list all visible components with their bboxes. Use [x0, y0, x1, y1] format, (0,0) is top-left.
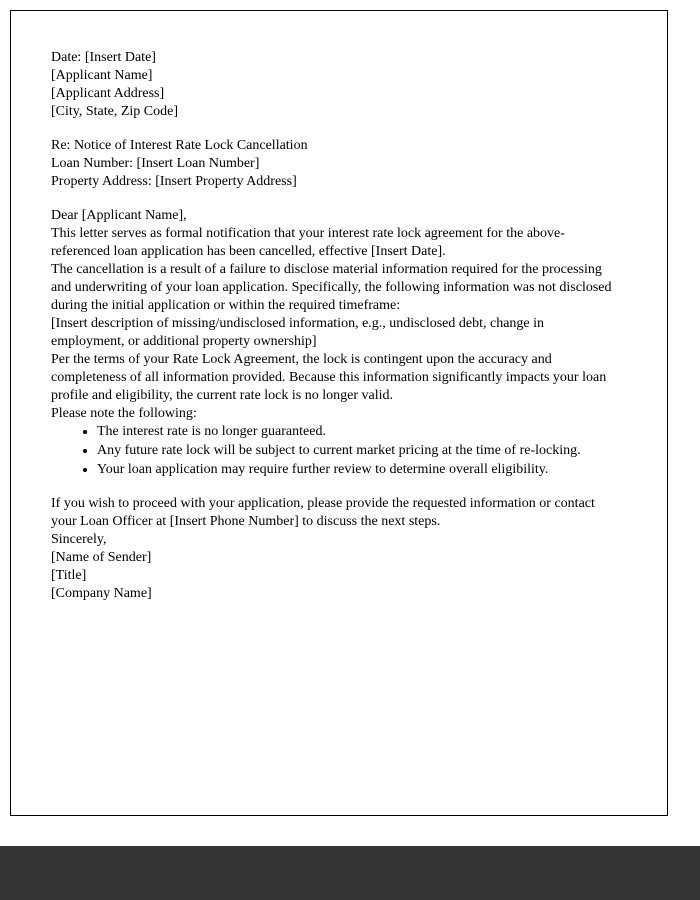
- paragraph-missing-info-placeholder: [Insert description of missing/undisclosed information, e.g., undisclosed debt, change in employment, or additional property ownership]: [51, 316, 545, 349]
- property-address-line: Property Address: [Insert Property Address]: [51, 174, 297, 189]
- paragraph-note-intro: Please note the following:: [51, 406, 197, 421]
- notice-bullet-list: [51, 423, 617, 479]
- recipient-address: [Applicant Address]: [51, 86, 165, 101]
- bullet-further-review: • Your loan application may require further review to determine overall eligibility.: [97, 461, 617, 479]
- signature-company: [Company Name]: [51, 586, 152, 601]
- signature-name: [Name of Sender]: [51, 550, 152, 565]
- loan-info-block: [51, 155, 617, 191]
- bullet-rate-not-guaranteed: • The interest rate is no longer guaranteed.: [97, 423, 617, 441]
- subject-line: Re: Notice of Interest Rate Lock Cancellation: [51, 138, 308, 153]
- salutation: Dear [Applicant Name],: [51, 208, 187, 223]
- recipient-name: [Applicant Name]: [51, 68, 153, 83]
- signature-block: [51, 549, 617, 603]
- recipient-block: [51, 67, 617, 121]
- recipient-city-state-zip: [City, State, Zip Code]: [51, 104, 179, 119]
- paragraph-next-steps: If you wish to proceed with your application, please provide the requested information or contact your Loan Officer at [Insert Phone Number] to discuss the next steps.: [51, 496, 595, 529]
- signature-title: [Title]: [51, 568, 87, 583]
- bottom-dark-strip: [0, 846, 700, 900]
- date-line: Date: [Insert Date]: [51, 50, 156, 65]
- letter-page: [10, 10, 668, 816]
- paragraph-notification: This letter serves as formal notification that your interest rate lock agreement for the above-referenced loan application has been cancelled, effective [Insert Date].: [51, 226, 565, 259]
- bullet-future-rate-lock: • Any future rate lock will be subject to current market pricing at the time of re-locking.: [97, 442, 617, 460]
- paragraph-terms: Per the terms of your Rate Lock Agreement, the lock is contingent upon the accuracy and completeness of all information provided. Because this information significantly impacts your loan profile and eligibility, the current rate lock is no longer valid.: [51, 352, 607, 403]
- loan-number-line: Loan Number: [Insert Loan Number]: [51, 156, 260, 171]
- closing: Sincerely,: [51, 532, 107, 547]
- paragraph-cancellation-reason: The cancellation is a result of a failure to disclose material information required for the processing and underwriting of your loan application. Specifically, the following information was not disclosed during the initial application or within the required timeframe:: [51, 262, 612, 313]
